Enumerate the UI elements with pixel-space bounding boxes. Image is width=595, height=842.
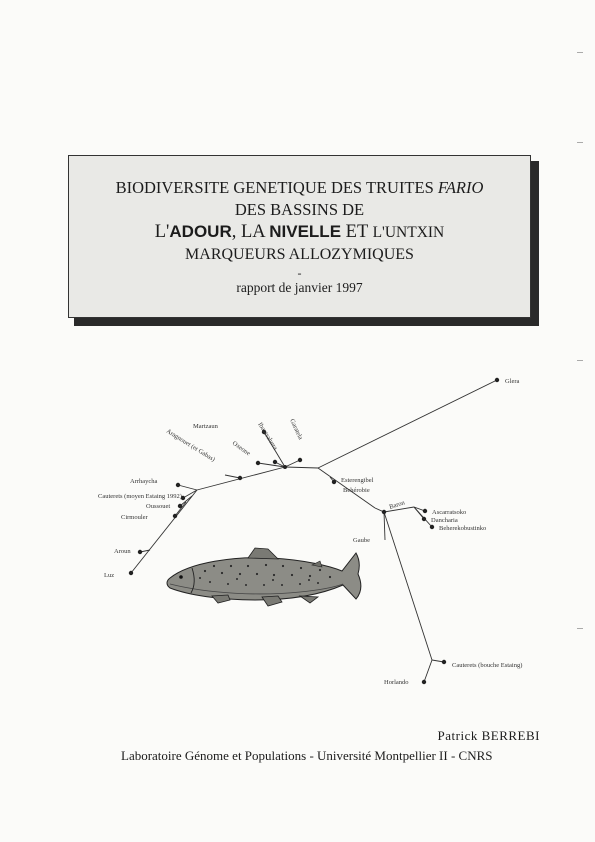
branch-arrhaycha <box>178 485 197 490</box>
node-aragnouet <box>238 476 242 480</box>
label-beherobie: Behérobie <box>343 487 370 494</box>
title-box <box>68 155 531 318</box>
trout-illustration <box>167 548 361 606</box>
title-line-1-text: BIODIVERSITE GENETIQUE DES TRUITES <box>115 178 438 197</box>
node-oussouet <box>178 504 182 508</box>
node-luz <box>129 571 133 575</box>
label-cauterets-etang: Cauterets (moyen Estaing 1992) <box>98 493 182 500</box>
scan-edge-mark <box>577 52 583 53</box>
node-root <box>283 465 287 469</box>
node-garatela <box>298 458 302 462</box>
title-line-3-join-1: , LA <box>231 222 270 242</box>
label-martzaun: Martzaun <box>193 423 218 430</box>
node-glera <box>495 378 499 382</box>
label-aragnouet: Aragnouet (et Gabas) <box>164 427 217 464</box>
title-separator: - <box>297 266 302 280</box>
phylogenetic-tree <box>0 360 595 700</box>
node-oxeone <box>256 461 260 465</box>
node-cauterets-bouche <box>442 660 446 664</box>
title-line-4: MARQUEURS ALLOZYMIQUES <box>185 246 414 263</box>
node-cirmouler <box>173 514 177 518</box>
node-nivelle <box>382 510 386 514</box>
label-ibantsalurra: Ibantsalurra <box>256 421 279 452</box>
label-oxeone: Oxeone <box>230 439 252 458</box>
branch-horlando <box>424 660 432 682</box>
node-aroun <box>138 550 142 554</box>
report-date: rapport de janvier 1997 <box>236 280 363 295</box>
title-untxin: L'UNTXIN <box>372 224 445 241</box>
scan-edge-mark <box>577 360 583 361</box>
label-esterengibel: Esterengibel <box>341 477 374 484</box>
branch-cauterets-etang <box>183 490 197 498</box>
author-name: Patrick BERREBI <box>437 728 540 743</box>
branch-aragnouet <box>225 475 240 478</box>
label-arrhaycha: Arrhaycha <box>130 478 158 485</box>
label-glera: Glera <box>505 378 520 385</box>
node-ascarratsoko <box>423 509 427 513</box>
label-garatela: Garatela <box>288 417 304 441</box>
node-arrhaycha <box>176 483 180 487</box>
title-fario: FARIO <box>437 178 484 197</box>
label-luz: Luz <box>104 572 115 579</box>
label-baron: Baron <box>388 499 406 511</box>
label-cauterets-bouche: Cauterets (bouche Estaing) <box>452 662 523 669</box>
branch-untxin <box>384 512 432 660</box>
label-ascarratsoko: Ascarratsoko <box>432 509 467 516</box>
branch-garatela <box>285 460 300 467</box>
title-adour: ADOUR <box>169 222 232 241</box>
title-line-1 <box>69 178 530 198</box>
node-dancharia <box>422 517 426 521</box>
title-nivelle: NIVELLE <box>269 222 342 241</box>
label-beherekobustinko: Beherekobustinko <box>439 525 487 532</box>
label-dancharia: Dancharia <box>431 517 458 524</box>
node-ibantsalurra <box>273 460 277 464</box>
scan-edge-mark <box>577 628 583 629</box>
branch-glera <box>318 380 497 468</box>
scan-edge-mark <box>577 142 583 143</box>
title-line-3 <box>69 222 530 243</box>
label-cirmouler: Cirmouler <box>121 514 148 521</box>
title-line-2: DES BASSINS DE <box>234 200 365 219</box>
label-aroun: Aroun <box>114 548 131 555</box>
node-horlando <box>422 680 426 684</box>
label-oussouet: Oussouet <box>146 503 171 510</box>
title-line-3-join-2: ET <box>341 222 373 242</box>
laboratory-affiliation: Laboratoire Génome et Populations - Université Montpellier II - CNRS <box>121 748 493 763</box>
label-gaube: Gaube <box>353 537 370 544</box>
branch-gaube <box>384 512 385 540</box>
branch-root <box>285 467 318 468</box>
node-esterengibel <box>332 480 336 484</box>
node-beherekobustinko <box>430 525 434 529</box>
label-horlando: Horlando <box>384 679 409 686</box>
title-line-3-prefix: L' <box>154 222 170 242</box>
